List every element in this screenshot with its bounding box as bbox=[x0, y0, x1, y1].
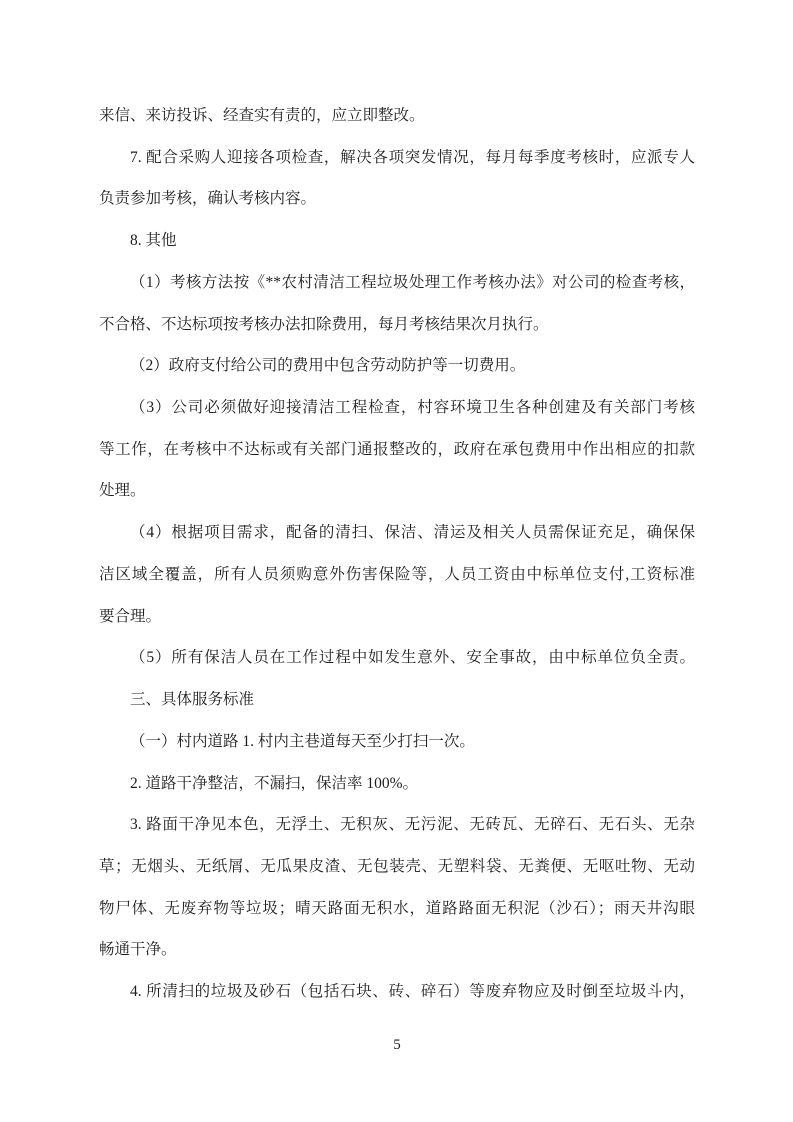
text-line: 来信、来访投诉、经查实有责的，应立即整改。 bbox=[99, 107, 425, 124]
text-line: （一）村内道路 1. 村内主巷道每天至少打扫一次。 bbox=[130, 732, 475, 750]
text-line: 物尸体、无废弃物等垃圾；晴天路面无积水，道路路面无积泥（沙石）；雨天井沟眼 bbox=[99, 899, 695, 917]
text-line: 洁区域全覆盖，所有人员须购意外伤害保险等，人员工资由中标单位支付,工资标准 bbox=[99, 565, 695, 583]
text-line: 草；无烟头、无纸屑、无瓜果皮渣、无包装壳、无塑料袋、无粪便、无呕吐物、无动 bbox=[99, 857, 695, 875]
document-body bbox=[99, 95, 695, 1013]
text-line: 不合格、不达标项按考核办法扣除费用，每月考核结果次月执行。 bbox=[99, 315, 549, 333]
text-line: 负责参加考核，确认考核内容。 bbox=[99, 190, 317, 208]
text-line: 2. 道路干净整洁，不漏扫，保洁率 100%。 bbox=[130, 774, 419, 792]
text-line: 三、具体服务标准 bbox=[130, 691, 255, 709]
text-line: 4. 所清扫的垃圾及砂石（包括石块、砖、碎石）等废弃物应及时倒至垃圾斗内， bbox=[130, 983, 695, 1001]
text-line: 等工作，在考核中不达标或有关部门通报整改的，政府在承包费用中作出相应的扣款 bbox=[99, 440, 695, 458]
text-line: （3）公司必须做好迎接清洁工程检查，村容环境卫生各种创建及有关部门考核 bbox=[130, 399, 695, 417]
text-line: 7. 配合采购人迎接各项检查，解决各项突发情况，每月每季度考核时，应派专人 bbox=[130, 148, 695, 166]
page-number: 5 bbox=[393, 1037, 401, 1053]
text-line: （4）根据项目需求，配备的清扫、保洁、清运及相关人员需保证充足，确保保 bbox=[130, 524, 695, 542]
text-line: 畅通干净。 bbox=[99, 941, 177, 959]
text-line: 处理。 bbox=[99, 482, 146, 500]
text-line: 8. 其他 bbox=[130, 232, 177, 250]
text-line: 3. 路面干净见本色，无浮土、无积灰、无污泥、无砖瓦、无碎石、无石头、无杂 bbox=[130, 816, 695, 834]
text-line: （5）所有保洁人员在工作过程中如发生意外、安全事故，由中标单位负全责。 bbox=[130, 649, 695, 667]
text-line: 要合理。 bbox=[99, 607, 162, 625]
text-line: （2）政府支付给公司的费用中包含劳动防护等一切费用。 bbox=[130, 357, 526, 375]
text-line: （1）考核方法按《**农村清洁工程垃圾处理工作考核办法》对公司的检查考核， bbox=[130, 273, 695, 291]
